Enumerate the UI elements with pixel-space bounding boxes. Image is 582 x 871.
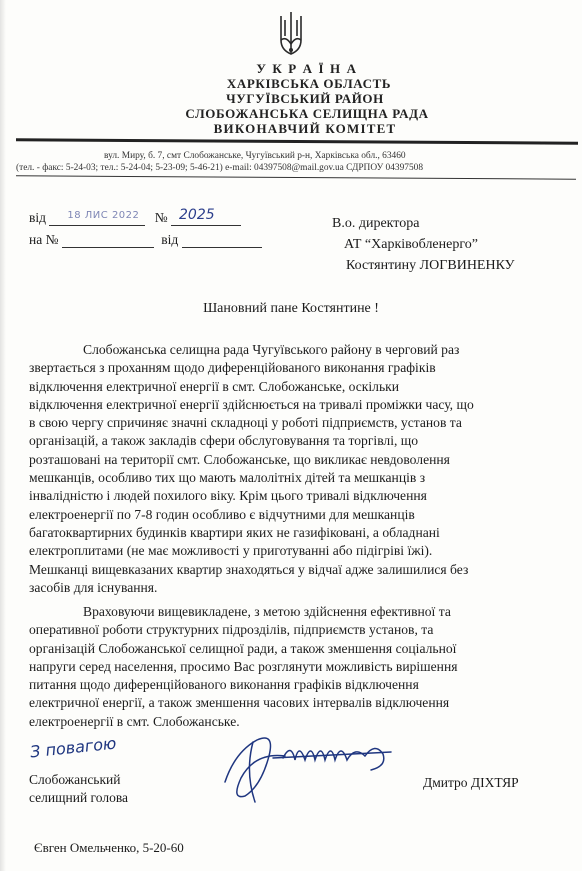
p1-line: Мешканці вищевказаних квартир знаходяться у відчаї адже залишилися без — [29, 561, 469, 577]
registration-from — [29, 207, 241, 226]
number-label: № — [154, 210, 168, 225]
p2-line: оперативної роботи структурних підрозділів, підприємств установ, та — [29, 622, 434, 638]
header-district: ЧУГУЇВСЬКИЙ РАЙОН — [226, 91, 384, 106]
addressee-position: В.о. директора — [332, 216, 420, 231]
p1-line: мешканців, особливо тих що мають малолітніх дітей та мешканців з — [29, 470, 426, 486]
executor-contact: Євген Омельченко, 5-20-60 — [34, 840, 184, 855]
p1-line: електроенергії по 7-8 годин особливо є відчутними для мешканців — [29, 506, 415, 522]
p2-line: напруги серед населення, просимо Вас розглянути можливість вирішення — [29, 658, 458, 674]
signer-position-1: Слобожанський — [29, 772, 121, 787]
p1-line: організацій, а також закладів сфери обслуговування та торгівлі, що — [29, 433, 419, 449]
date-field — [49, 212, 145, 226]
header-rule-thin — [16, 175, 576, 179]
p1-line: інвалідністю і людей похилого віку. Крім цього тривалі відключення — [29, 488, 427, 504]
p2-line: електричної енергії, а також зменшення часових інтервалів відключення — [29, 695, 450, 711]
header-region: ХАРКІВСЬКА ОБЛАСТЬ — [226, 76, 392, 91]
header-rule-thick — [16, 138, 578, 144]
from-label: від — [29, 210, 46, 225]
p2-line: електроенергії в смт. Слобожанське. — [29, 713, 240, 729]
tryzub-emblem-icon — [278, 10, 304, 58]
p1-line: засобів для існування. — [29, 579, 158, 595]
date-stamp: 18 ЛИС 2022 — [67, 210, 140, 221]
p1-line: розташовані на території смт. Слобожанське, що викликає невдоволення — [29, 451, 450, 467]
reply-from-label: від — [161, 232, 179, 247]
addressee-name: Костянтину ЛОГВИНЕНКУ — [346, 258, 515, 273]
p2-line: організацій Слобожанської селищної ради, а також зменшення соціальної — [29, 640, 457, 656]
p1-line: електроплитами (не має можливості у приготуванні або підігріві їжі). — [29, 543, 433, 559]
handwritten-regards: З повагою — [29, 733, 118, 762]
paragraph-1 — [29, 341, 560, 597]
number-field — [171, 207, 241, 226]
signer-name: Дмитро ДІХТЯР — [423, 775, 519, 790]
signature-scribble-icon — [195, 712, 425, 807]
header-country: У К Р А Ї Н А — [256, 61, 358, 76]
header-council: СЛОБОЖАНСЬКА СЕЛИЩНА РАДА — [185, 106, 429, 121]
addressee-company: АТ “Харківобленерго” — [344, 237, 478, 252]
reply-label: на № — [29, 232, 59, 247]
p2-line: Враховуючи вищевикладене, з метою здійснення ефективної та — [83, 604, 451, 619]
number-handwritten: 2025 — [179, 207, 215, 223]
signer-position-2: селищний голова — [29, 790, 129, 805]
salutation: Шановний пане Костянтине ! — [203, 301, 379, 316]
p1-line: в свою чергу спричиняє значні складноці у роботі підприємств, установ та — [29, 415, 462, 431]
reply-date-field — [182, 234, 262, 248]
p1-line: звертається з проханням щодо диференційованого виконання графіків — [29, 360, 436, 376]
p1-line: Слобожанська селищна рада Чугуївського району в черговий раз — [83, 342, 460, 357]
header-contacts: (тел. - факс: 5-24-03; тел.: 5-24-04; 5-23-09; 5-46-21) e-mail: 04397508@mail.gov.ua СДРПОУ 04397508 — [16, 163, 424, 173]
p2-line: питання щодо диференційованого виконання графіків відключення — [29, 677, 419, 693]
page-edge-shadow — [0, 0, 6, 871]
p1-line: відключення електричної енергії в смт. Слобожанське, оскільки — [29, 378, 400, 394]
p1-line: багатоквартирних будинків квартири яких не газифіковані, а обладнані — [29, 524, 440, 540]
header-committee: ВИКОНАВЧИЙ КОМІТЕТ — [213, 121, 397, 136]
registration-reply — [29, 232, 262, 248]
reply-number-field — [62, 234, 154, 248]
header-address: вул. Миру, б. 7, смт Слобожанське, Чугуївський р-н, Харківська обл., 63460 — [104, 151, 406, 161]
p1-line: відключення електричної енергії здійснюється на тривалі проміжки часу, що — [29, 396, 474, 412]
